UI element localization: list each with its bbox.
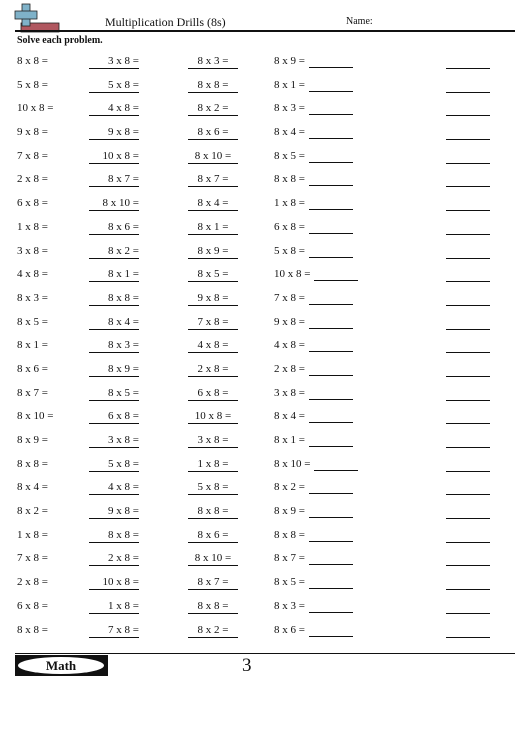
problem-d-text: 9 x 8 = (274, 315, 305, 328)
problem-d (274, 529, 370, 542)
answer-blank[interactable] (446, 387, 490, 401)
problem-d (274, 434, 370, 447)
math-logo-icon (13, 3, 61, 33)
problem-row (0, 99, 530, 123)
problem-b-text: 9 x 8 = (89, 505, 139, 519)
problem-b (72, 173, 156, 187)
problem-c (188, 245, 244, 259)
answer-blank[interactable] (309, 339, 353, 352)
problem-b (72, 126, 156, 140)
answer-blank[interactable] (309, 173, 353, 186)
problem-b-text: 8 x 2 = (89, 245, 139, 259)
problem-c (188, 102, 244, 116)
problem-c (188, 552, 244, 566)
answer-blank[interactable] (446, 410, 490, 424)
problem-b-text: 8 x 5 = (89, 387, 139, 401)
problem-a (17, 173, 48, 186)
problem-d (274, 79, 370, 92)
problem-b (72, 576, 156, 590)
problem-a (17, 458, 48, 471)
answer-blank[interactable] (309, 150, 353, 163)
problem-d (274, 197, 370, 210)
answer-blank[interactable] (446, 55, 490, 69)
problem-a (17, 481, 48, 494)
answer-blank[interactable] (446, 600, 490, 614)
answer-blank[interactable] (309, 434, 353, 447)
problem-d (274, 150, 370, 163)
problem-c (188, 268, 244, 282)
problem-d (274, 552, 370, 565)
problem-a-text: 8 x 2 = (17, 505, 48, 518)
worksheet-title: Multiplication Drills (8s) (105, 15, 226, 29)
problem-b-text: 8 x 6 = (89, 221, 139, 235)
problem-b (72, 458, 156, 472)
problem-a (17, 268, 48, 281)
problem-a (17, 150, 48, 163)
problem-c-text: 5 x 8 = (188, 481, 238, 495)
problem-c (188, 79, 244, 93)
problem-row (0, 336, 530, 360)
answer-blank[interactable] (446, 173, 490, 187)
problem-c (188, 363, 244, 377)
problem-c (188, 576, 244, 590)
problem-d-text: 4 x 8 = (274, 339, 305, 352)
problem-a (17, 245, 48, 258)
problem-d-text: 8 x 1 = (274, 78, 305, 91)
answer-blank[interactable] (309, 363, 353, 376)
problem-b (72, 245, 156, 259)
problem-c (188, 197, 244, 211)
problem-c-text: 8 x 6 = (188, 126, 238, 140)
problem-d (274, 481, 370, 494)
problem-c-text: 8 x 9 = (188, 245, 238, 259)
problem-row (0, 526, 530, 550)
problem-c (188, 339, 244, 353)
problem-c (188, 55, 244, 69)
answer-blank[interactable] (309, 197, 353, 210)
problem-row (0, 289, 530, 313)
answer-blank[interactable] (446, 481, 490, 495)
problem-a (17, 505, 48, 518)
problem-d-text: 8 x 4 = (274, 410, 305, 423)
problem-c (188, 150, 244, 164)
problem-a (17, 197, 48, 210)
problem-a-text: 10 x 8 = (17, 102, 54, 115)
problem-b (72, 197, 156, 211)
problem-c-text: 8 x 2 = (188, 624, 238, 638)
problem-d (274, 624, 370, 637)
problem-d-text: 8 x 1 = (274, 434, 305, 446)
problem-a-text: 5 x 8 = (17, 78, 48, 91)
problem-c-text: 4 x 8 = (188, 339, 238, 353)
answer-blank[interactable] (446, 576, 490, 590)
problem-c-text: 8 x 5 = (188, 268, 238, 282)
problem-a-text: 8 x 9 = (17, 434, 48, 446)
answer-blank[interactable] (446, 529, 490, 543)
problem-row (0, 242, 530, 266)
problem-b-text: 4 x 8 = (89, 481, 139, 495)
problem-c (188, 529, 244, 543)
problem-b-text: 9 x 8 = (89, 126, 139, 140)
answer-blank[interactable] (309, 221, 353, 234)
answer-blank[interactable] (314, 458, 358, 471)
problem-d (274, 316, 370, 329)
problem-row (0, 407, 530, 431)
problem-b-text: 5 x 8 = (89, 79, 139, 93)
problem-d-text: 8 x 9 = (274, 55, 305, 67)
problem-b (72, 481, 156, 495)
problem-a (17, 292, 48, 305)
problem-a (17, 316, 48, 329)
problem-d (274, 505, 370, 518)
footer-divider (15, 653, 515, 654)
problem-d-text: 8 x 8 = (274, 173, 305, 186)
answer-blank[interactable] (309, 55, 353, 68)
problem-row (0, 621, 530, 645)
problem-c (188, 221, 244, 235)
problem-c-text: 8 x 8 = (188, 505, 238, 519)
problem-a (17, 576, 48, 589)
problem-c (188, 173, 244, 187)
problem-row (0, 218, 530, 242)
problem-b (72, 268, 156, 282)
problem-row (0, 123, 530, 147)
problem-a-text: 7 x 8 = (17, 552, 48, 565)
problem-c (188, 126, 244, 140)
problem-b-text: 8 x 8 = (89, 529, 139, 543)
answer-blank[interactable] (309, 529, 353, 542)
page-number: 3 (242, 655, 252, 676)
problem-a-text: 8 x 8 = (17, 457, 48, 470)
problem-d (274, 410, 370, 423)
answer-blank[interactable] (446, 197, 490, 211)
footer-brand-label: Math (18, 657, 104, 674)
problem-b (72, 316, 156, 330)
problem-a (17, 387, 48, 400)
problem-b-text: 10 x 8 = (89, 576, 139, 590)
problem-c (188, 505, 244, 519)
problem-b (72, 387, 156, 401)
answer-blank[interactable] (309, 624, 353, 637)
answer-blank[interactable] (446, 268, 490, 282)
instruction-text: Solve each problem. (17, 35, 103, 46)
problem-d (274, 339, 370, 352)
problem-d-text: 8 x 8 = (274, 528, 305, 541)
problem-a-text: 8 x 4 = (17, 481, 48, 494)
problem-row (0, 573, 530, 597)
problem-d-text: 8 x 10 = (274, 457, 311, 470)
problem-d-text: 1 x 8 = (274, 197, 305, 210)
problem-c-text: 8 x 2 = (188, 102, 238, 116)
problem-c (188, 458, 244, 472)
problem-b (72, 221, 156, 235)
problem-d (274, 458, 370, 471)
problem-row (0, 76, 530, 100)
answer-blank[interactable] (309, 292, 353, 305)
answer-blank[interactable] (446, 292, 490, 306)
problem-a (17, 434, 48, 447)
problem-c-text: 7 x 8 = (188, 316, 238, 330)
problem-a-text: 7 x 8 = (17, 149, 48, 162)
problem-a (17, 55, 48, 68)
problem-b-text: 8 x 8 = (89, 292, 139, 306)
problem-a (17, 79, 48, 92)
problem-row (0, 431, 530, 455)
problem-b (72, 410, 156, 424)
problem-b (72, 552, 156, 566)
problem-b-text: 4 x 8 = (89, 102, 139, 116)
problem-row (0, 52, 530, 76)
problem-a-text: 6 x 8 = (17, 599, 48, 612)
answer-blank[interactable] (446, 339, 490, 353)
problem-d (274, 245, 370, 258)
problem-d-text: 8 x 3 = (274, 102, 305, 115)
problem-a-text: 8 x 1 = (17, 339, 48, 352)
problem-d-text: 8 x 9 = (274, 505, 305, 518)
problem-c (188, 410, 244, 424)
problem-d-text: 8 x 7 = (274, 552, 305, 565)
problem-d-text: 3 x 8 = (274, 386, 305, 399)
problem-c-text: 8 x 3 = (188, 55, 238, 69)
problem-b (72, 55, 156, 69)
problem-c (188, 600, 244, 614)
problem-c-text: 8 x 6 = (188, 529, 238, 543)
problems-grid (0, 52, 530, 644)
problem-c-text: 8 x 4 = (188, 197, 238, 211)
problem-b-text: 8 x 1 = (89, 268, 139, 282)
problem-c-text: 8 x 8 = (188, 79, 238, 93)
answer-blank[interactable] (309, 576, 353, 589)
problem-b-text: 8 x 3 = (89, 339, 139, 353)
problem-row (0, 455, 530, 479)
problem-d (274, 102, 370, 115)
problem-d-text: 8 x 4 = (274, 126, 305, 139)
problem-d-text: 10 x 8 = (274, 268, 311, 281)
problem-a-text: 8 x 8 = (17, 623, 48, 636)
problem-d-text: 8 x 6 = (274, 623, 305, 636)
problem-row (0, 265, 530, 289)
answer-blank[interactable] (309, 102, 353, 115)
problem-d-text: 5 x 8 = (274, 244, 305, 257)
problem-a (17, 102, 53, 115)
problem-d (274, 292, 370, 305)
name-label: Name: (346, 16, 373, 27)
problem-b (72, 150, 156, 164)
problem-d (274, 173, 370, 186)
problem-d (274, 268, 370, 281)
answer-blank[interactable] (309, 245, 353, 258)
problem-a-text: 8 x 6 = (17, 362, 48, 375)
problem-d (274, 600, 370, 613)
problem-d-text: 8 x 5 = (274, 576, 305, 589)
problem-a-text: 8 x 10 = (17, 410, 54, 423)
answer-blank[interactable] (446, 221, 490, 235)
problem-b (72, 434, 156, 448)
problem-a-text: 8 x 8 = (17, 55, 48, 67)
answer-blank[interactable] (309, 79, 353, 92)
problem-a-text: 8 x 5 = (17, 315, 48, 328)
problem-d-text: 8 x 3 = (274, 599, 305, 612)
answer-blank[interactable] (309, 410, 353, 423)
problem-c (188, 624, 244, 638)
problem-b-text: 8 x 7 = (89, 173, 139, 187)
problem-b (72, 79, 156, 93)
problem-c-text: 10 x 8 = (188, 410, 238, 424)
problem-a-text: 6 x 8 = (17, 197, 48, 210)
problem-row (0, 549, 530, 573)
answer-blank[interactable] (446, 102, 490, 116)
problem-c-text: 8 x 7 = (188, 576, 238, 590)
problem-d-text: 6 x 8 = (274, 220, 305, 233)
problem-b (72, 624, 156, 638)
problem-d (274, 55, 370, 68)
problem-b (72, 102, 156, 116)
answer-blank[interactable] (309, 552, 353, 565)
problem-b-text: 8 x 9 = (89, 363, 139, 377)
problem-a-text: 1 x 8 = (17, 528, 48, 541)
problem-b-text: 5 x 8 = (89, 458, 139, 472)
problem-a (17, 529, 48, 542)
answer-blank[interactable] (446, 363, 490, 377)
problem-a (17, 624, 48, 637)
problem-b-text: 10 x 8 = (89, 150, 139, 164)
answer-blank[interactable] (446, 245, 490, 259)
problem-d-text: 2 x 8 = (274, 362, 305, 375)
problem-d (274, 126, 370, 139)
problem-row (0, 194, 530, 218)
problem-a (17, 552, 48, 565)
problem-c-text: 8 x 10 = (188, 150, 238, 164)
problem-b-text: 3 x 8 = (89, 434, 139, 448)
answer-blank[interactable] (446, 79, 490, 93)
problem-b (72, 339, 156, 353)
problem-b (72, 529, 156, 543)
header-divider (15, 30, 515, 32)
answer-blank[interactable] (309, 481, 353, 494)
answer-blank[interactable] (309, 316, 353, 329)
answer-blank[interactable] (446, 434, 490, 448)
problem-a (17, 600, 48, 613)
answer-blank[interactable] (309, 387, 353, 400)
problem-a-text: 3 x 8 = (17, 244, 48, 257)
problem-row (0, 170, 530, 194)
problem-c (188, 316, 244, 330)
answer-blank[interactable] (309, 126, 353, 139)
problem-d (274, 387, 370, 400)
problem-a-text: 1 x 8 = (17, 220, 48, 233)
problem-d (274, 221, 370, 234)
problem-a (17, 126, 48, 139)
problem-a-text: 4 x 8 = (17, 268, 48, 281)
problem-c (188, 481, 244, 495)
problem-c (188, 292, 244, 306)
answer-blank[interactable] (309, 600, 353, 613)
answer-blank[interactable] (446, 316, 490, 330)
problem-b-text: 8 x 10 = (89, 197, 139, 211)
answer-blank[interactable] (446, 505, 490, 519)
answer-blank[interactable] (446, 126, 490, 140)
problem-c (188, 387, 244, 401)
problem-row (0, 478, 530, 502)
problem-c-text: 6 x 8 = (188, 387, 238, 401)
problem-c-text: 3 x 8 = (188, 434, 238, 448)
problem-c-text: 8 x 10 = (188, 552, 238, 566)
problem-c-text: 8 x 1 = (188, 221, 238, 235)
problem-b-text: 6 x 8 = (89, 410, 139, 424)
problem-b (72, 600, 156, 614)
problem-a-text: 2 x 8 = (17, 576, 48, 589)
problem-d (274, 576, 370, 589)
problem-c-text: 8 x 7 = (188, 173, 238, 187)
problem-a (17, 221, 48, 234)
problem-b-text: 2 x 8 = (89, 552, 139, 566)
problem-b-text: 8 x 4 = (89, 316, 139, 330)
problem-a-text: 9 x 8 = (17, 126, 48, 139)
problem-b-text: 1 x 8 = (89, 600, 139, 614)
problem-a (17, 363, 48, 376)
problem-c-text: 8 x 8 = (188, 600, 238, 614)
problem-b (72, 505, 156, 519)
problem-d-text: 8 x 5 = (274, 149, 305, 162)
problem-d (274, 363, 370, 376)
problem-d-text: 7 x 8 = (274, 291, 305, 304)
problem-b-text: 7 x 8 = (89, 624, 139, 638)
problem-b (72, 292, 156, 306)
problem-a (17, 339, 48, 352)
problem-row (0, 384, 530, 408)
problem-b-text: 3 x 8 = (89, 55, 139, 69)
problem-row (0, 147, 530, 171)
problem-c (188, 434, 244, 448)
problem-row (0, 597, 530, 621)
problem-row (0, 360, 530, 384)
problem-row (0, 313, 530, 337)
problem-row (0, 502, 530, 526)
problem-a-text: 8 x 3 = (17, 291, 48, 304)
problem-d-text: 8 x 2 = (274, 481, 305, 494)
problem-c-text: 9 x 8 = (188, 292, 238, 306)
answer-blank[interactable] (314, 268, 358, 281)
answer-blank[interactable] (309, 505, 353, 518)
problem-a-text: 8 x 7 = (17, 386, 48, 399)
problem-a (17, 410, 53, 423)
problem-a-text: 2 x 8 = (17, 173, 48, 186)
problem-c-text: 1 x 8 = (188, 458, 238, 472)
answer-blank[interactable] (446, 624, 490, 638)
problem-b (72, 363, 156, 377)
problem-c-text: 2 x 8 = (188, 363, 238, 377)
answer-blank[interactable] (446, 552, 490, 566)
answer-blank[interactable] (446, 150, 490, 164)
answer-blank[interactable] (446, 458, 490, 472)
